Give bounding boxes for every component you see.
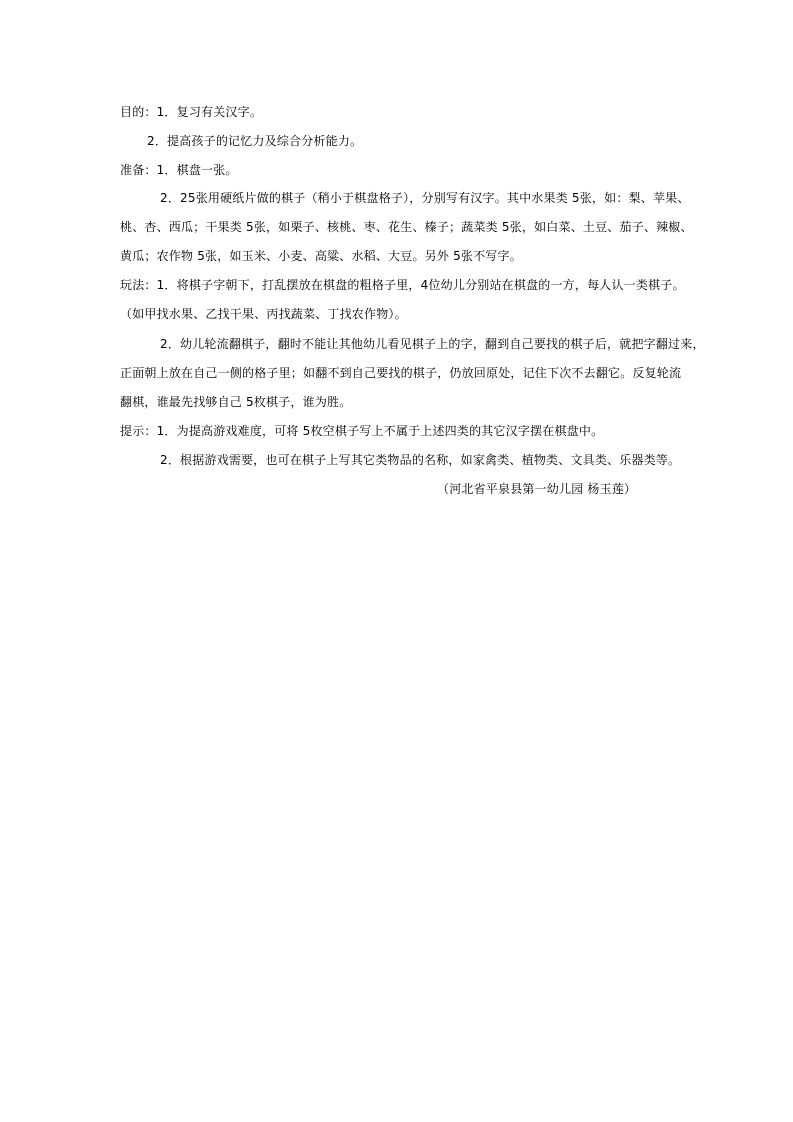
tips-line-1: 提示：1．为提高游戏难度，可将 5枚空棋子写上不属于上述四类的其它汉字摆在棋盘中。 <box>120 424 604 438</box>
gameplay-line-5: 翻棋，谁最先找够自己 5枚棋子，谁为胜。 <box>120 395 352 409</box>
tips-line-2: 2．根据游戏需要，也可在棋子上写其它类物品的名称，如家禽类、植物类、文具类、乐器类等。 <box>160 453 681 467</box>
author-attribution: （河北省平泉县第一幼儿园 杨玉莲） <box>437 482 637 496</box>
gameplay-line-1: 玩法：1．将棋子字朝下，打乱摆放在棋盘的粗格子里，4位幼儿分别站在棋盘的一方，每人认一类棋子。 <box>120 278 685 292</box>
preparation-line-3: 桃、杏、西瓜；干果类 5张，如栗子、核桃、枣、花生、榛子；蔬菜类 5张，如白菜、土豆、茄子、辣椒、 <box>120 220 693 234</box>
purpose-line-1: 目的：1．复习有关汉字。 <box>120 105 263 119</box>
preparation-line-2: 2．25张用硬纸片做的棋子（稍小于棋盘格子），分别写有汉字。其中水果类 5张，如：梨、苹果、 <box>160 191 690 205</box>
gameplay-line-3: 2．幼儿轮流翻棋子，翻时不能让其他幼儿看见棋子上的字，翻到自己要找的棋子后，就把字翻过来， <box>160 337 705 351</box>
purpose-line-2: 2．提高孩子的记忆力及综合分析能力。 <box>147 134 363 148</box>
gameplay-line-2: （如甲找水果、乙找干果、丙找蔬菜、丁找农作物）。 <box>120 307 407 321</box>
preparation-line-4: 黄瓜；农作物 5张，如玉米、小麦、高粱、水稻、大豆。另外 5张不写字。 <box>120 249 522 263</box>
gameplay-line-4: 正面朝上放在自己一侧的格子里；如翻不到自己要找的棋子，仍放回原处，记住下次不去翻它。反复轮流 <box>120 366 682 380</box>
preparation-line-1: 准备：1．棋盘一张。 <box>120 163 238 177</box>
